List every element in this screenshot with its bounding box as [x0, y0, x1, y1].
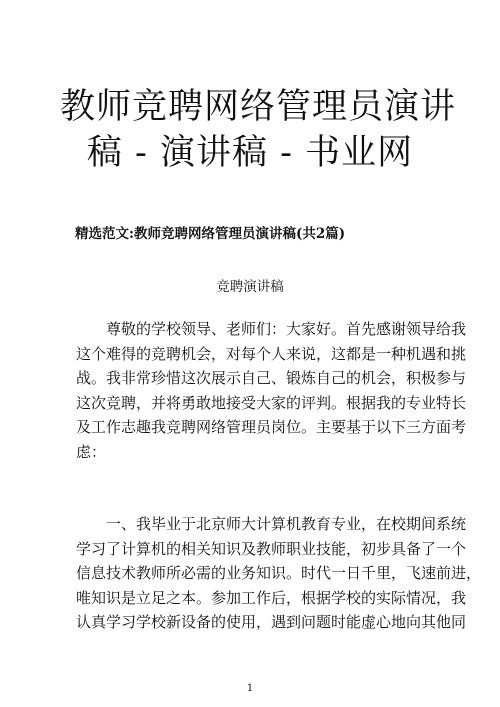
paragraph-line: 这个难得的竞聘机会，对每个人来说，这都是一种机遇和挑 — [76, 344, 467, 363]
body-paragraph — [76, 317, 467, 464]
title-line: 教师竞聘网络管理员演讲 — [60, 87, 457, 127]
paragraph-line: 认真学习学校新设备的使用，遇到问题时能虚心地向其他同 — [76, 613, 467, 631]
paragraph-line: 尊敬的学校领导、老师们：大家好。首先感谢领导给我 — [76, 320, 467, 338]
speech-heading: 竞聘演讲稿 — [216, 279, 284, 295]
paragraph-line: 虑： — [76, 442, 107, 461]
page-number: 1 — [246, 683, 254, 694]
paragraph-line: 一、我毕业于北京师大计算机教育专业，在校期间系统 — [76, 515, 467, 533]
paragraph-line: 学习了计算机的相关知识及教师职业技能，初步具备了一个 — [76, 539, 467, 558]
paragraph-line: 唯知识是立足之本。参加工作后，根据学校的实际情况，我 — [76, 588, 467, 607]
paragraph-line: 战。我非常珍惜这次展示自己、锻炼自己的机会，积极参与 — [76, 369, 467, 387]
paragraph-line: 及工作志趣我竞聘网络管理员岗位。主要基于以下三方面考 — [76, 418, 467, 436]
source-line: 精选范文:教师竞聘网络管理员演讲稿(共2篇) — [75, 226, 346, 242]
paragraph-line: 信息技术教师所必需的业务知识。时代一日千里，飞速前进， — [76, 564, 482, 582]
document-title — [60, 84, 457, 176]
title-line: 稿 - 演讲稿 - 书业网 — [86, 133, 414, 173]
paragraph-line: 这次竞聘，并将勇敢地接受大家的评判。根据我的专业特长 — [76, 393, 467, 412]
body-paragraph — [76, 512, 482, 635]
